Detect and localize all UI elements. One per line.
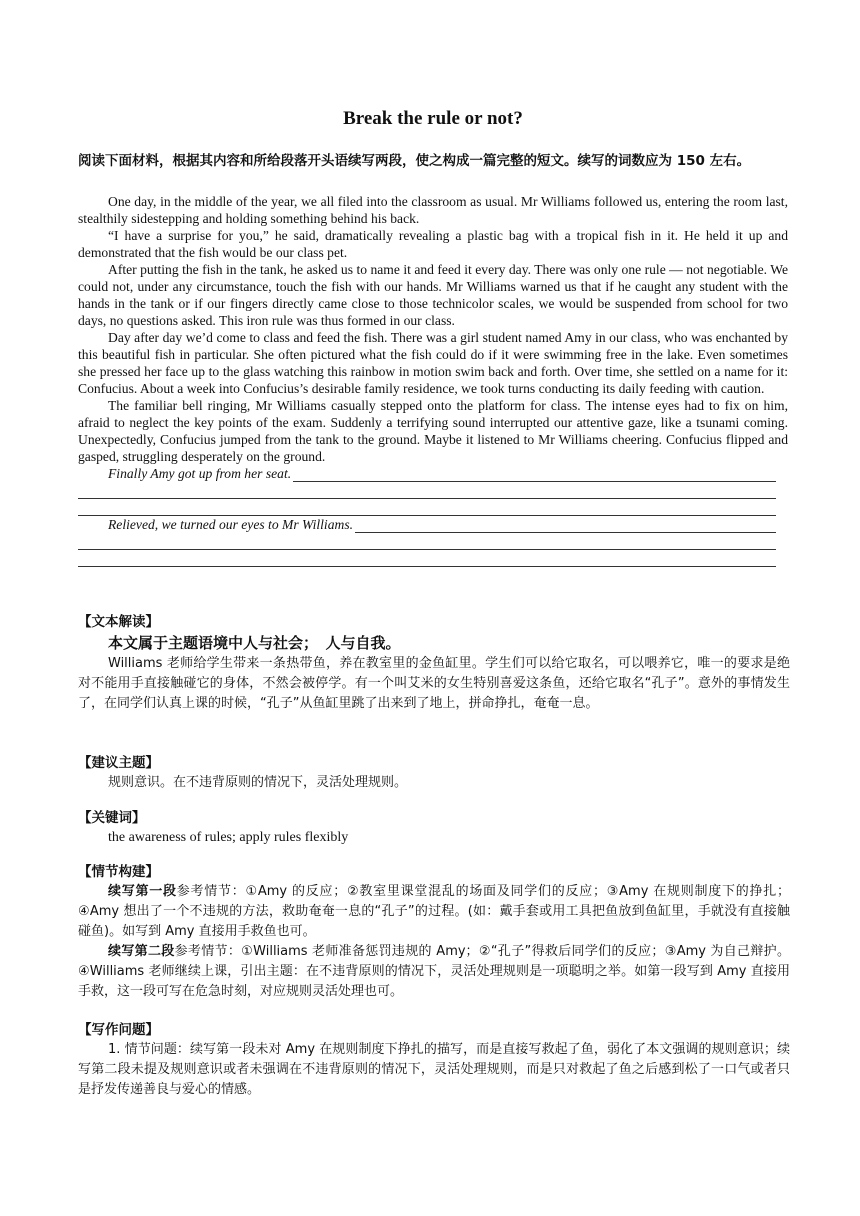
section-heading: 【情节构建】 — [78, 864, 159, 880]
plot-paragraph-1 — [78, 882, 790, 942]
plot-label-2: 续写第二段 — [108, 944, 175, 959]
prompt-2-text: Relieved, we turned our eyes to Mr Williams. — [108, 517, 354, 532]
section-text-analysis — [78, 612, 790, 714]
section-body: the awareness of rules; apply rules flexibly — [108, 830, 349, 845]
section-heading: 【建议主题】 — [78, 755, 159, 771]
plot-body-2: 参考情节：①Williams 老师准备惩罚违规的 Amy；②“孔子”得救后同学们的反应；③Amy 为自己辩护。④Williams 老师继续上课，引出主题：在不违背原则的情况下，灵活处理规则是一项聪明之举。如第一段写到 Amy 直接用手救，这一段可写在危急时刻，对应规则灵活处理也可。 — [78, 944, 790, 999]
story-paragraph: “I have a surprise for you,” he said, dramatically revealing a plastic bag with a tropical fish in it. He held it up and demonstrated that the fish would be our class pet. — [78, 228, 788, 260]
answer-line — [355, 520, 776, 533]
answer-line — [293, 469, 776, 482]
answer-line — [78, 499, 776, 516]
continuation-prompt-2 — [78, 516, 788, 533]
plot-label-1: 续写第一段 — [108, 884, 177, 899]
story-paragraph: Day after day we’d come to class and feed the fish. There was a girl student named Amy in our class, who was enchanted by this beautiful fish in particular. She often pictured what the fish could do if it were swimming free in the lake. Even sometimes she pressed her face up to the glass watching this rainbow in motion swim back and forth. Over time, she settled on a name for it: Confucius. About a week into Confucius’s desirable family residence, we took turns conducting its daily feeding with caution. — [78, 330, 788, 396]
section-plot — [78, 862, 790, 1002]
section-writing-issues — [78, 1020, 790, 1100]
plot-paragraph-2 — [78, 942, 790, 1002]
section-body: 1. 情节问题：续写第一段未对 Amy 在规则制度下挣扎的描写，而是直接写救起了鱼，弱化了本文强调的规则意识；续写第二段未提及规则意识或者未强调在不违背原则的情况下，灵活处理规则，而是只对救起了鱼之后感到松了一口气或者只是抒发传递善良与爱心的情感。 — [78, 1042, 790, 1097]
document-title: Break the rule or not? — [343, 108, 523, 129]
section-heading: 【写作问题】 — [78, 1022, 159, 1038]
answer-line — [78, 533, 776, 550]
section-heading: 【文本解读】 — [78, 614, 159, 630]
instruction-text: 阅读下面材料，根据其内容和所给段落开头语续写两段，使之构成一篇完整的短文。续写的词数应为 150 左右。 — [78, 153, 751, 169]
section-keywords — [78, 808, 790, 848]
theme-statement: 本文属于主题语境中人与社会； 人与自我。 — [108, 634, 401, 652]
answer-line — [78, 550, 776, 567]
story-paragraph: The familiar bell ringing, Mr Williams casually stepped onto the platform for class. The intense eyes had to fix on him, afraid to neglect the key points of the exam. Suddenly a terrifying sound interrupted our attentive gaze, like a tsunami coming. Unexpectedly, Confucius jumped from the tank to the ground. Maybe it listened to Mr Williams cheering. Confucius flipped and gasped, struggling desperately on the ground. — [78, 398, 788, 464]
answer-line — [78, 482, 776, 499]
plot-body-1: 参考情节：①Amy 的反应；②教室里课堂混乱的场面及同学们的反应；③Amy 在规则制度下的挣扎；④Amy 想出了一个不违规的方法，救助奄奄一息的“孔子”的过程。(如：戴手套或用工具把鱼放到鱼缸里，手就没有直接触碰鱼)。如写到 Amy 直接用手救鱼也可。 — [78, 884, 790, 939]
section-body: Williams 老师给学生带来一条热带鱼，养在教室里的金鱼缸里。学生们可以给它取名，可以喂养它，唯一的要求是绝对不能用手直接触碰它的身体，不然会被停学。有一个叫艾米的女生特别喜爱这条鱼，还给它取名“孔子”。意外的事情发生了，在同学们认真上课的时候，“孔子”从鱼缸里跳了出来到了地上，拼命挣扎，奄奄一息。 — [78, 656, 790, 711]
section-suggested-theme — [78, 753, 790, 793]
continuation-prompt-1 — [78, 465, 788, 482]
story-paragraph: After putting the fish in the tank, he asked us to name it and feed it every day. There was only one rule — not negotiable. We could not, under any circumstance, touch the fish with our hands. Mr Williams warned us that if he caught any student with the hands in the tank or if our fingers directly came close to those technicolor scales, we would be suspended from school for two days, no questions asked. This iron rule was thus formed in our class. — [78, 262, 788, 328]
section-body: 规则意识。在不违背原则的情况下，灵活处理规则。 — [108, 775, 408, 790]
section-heading: 【关键词】 — [78, 810, 146, 826]
prompt-1-text: Finally Amy got up from her seat. — [108, 466, 292, 481]
story-paragraph: One day, in the middle of the year, we all filed into the classroom as usual. Mr Williams followed us, entering the room last, stealthily sidestepping and holding something behind his back. — [78, 194, 788, 226]
story-text — [78, 193, 788, 567]
